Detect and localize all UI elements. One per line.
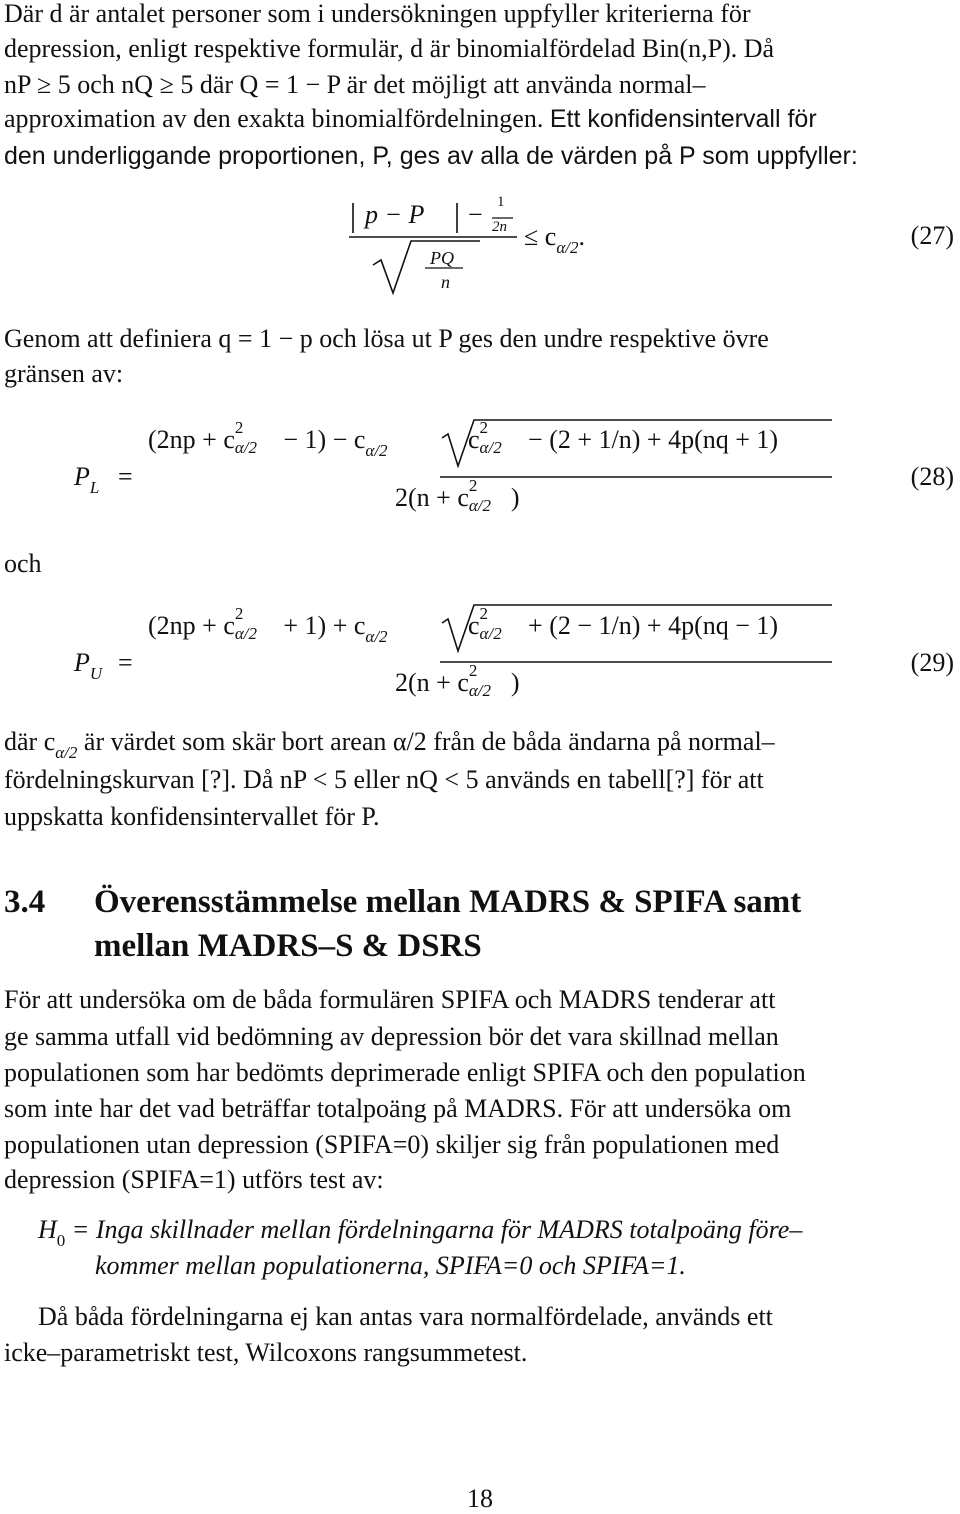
eq27-numerator: p − P	[365, 200, 425, 229]
section-title-line-2: mellan MADRS–S & DSRS	[94, 928, 482, 964]
paragraph-4-line-1: För att undersöka om de båda formulären SPIFA och MADRS tenderar att	[4, 985, 776, 1014]
eq29-sub-2: α/2	[365, 627, 388, 646]
paragraph-1-line-4-serif: approximation av den exakta binomialfördelningen.	[4, 104, 544, 133]
paragraph-1-line-4-sans: Ett konfidensintervall för	[549, 105, 817, 133]
paragraph-2-line-1: Genom att definiera q = 1 − p och lösa ut P ges den undre respektive övre	[4, 324, 769, 353]
para3-line1-start: där c	[4, 727, 56, 756]
eq28-num-c: (2 + 1/n) + 4p(nq + 1)	[549, 425, 779, 454]
eq29-num-c-prefix: +	[521, 611, 550, 640]
paragraph-4-line-4: som inte har det vad beträffar totalpoäng på MADRS. För att undersöka om	[4, 1094, 792, 1123]
paragraph-3-line-2: fördelningskurvan [?]. Då nP < 5 eller nQ < 5 används en tabell[?] för att	[4, 765, 764, 794]
eq28-supsub-2	[479, 418, 522, 457]
equation-28-number: (28)	[910, 462, 954, 491]
paragraph-1-line-5: den underliggande proportionen, P, ges av alla de värden på P som uppfyller:	[4, 142, 858, 170]
eq29-sqrt-content	[468, 604, 779, 643]
eq28-den-a: 2(n + c	[395, 483, 469, 512]
eq28-lhs	[74, 462, 99, 498]
eq29-den-a: 2(n + c	[395, 668, 469, 697]
hypothesis-h-sub: 0	[56, 1231, 66, 1250]
hypothesis-line-1-text: = Inga skillnader mellan fördelningarna för MADRS totalpoäng före–	[65, 1215, 803, 1244]
eq29-supsub-3	[468, 661, 511, 700]
hypothesis-h: H	[38, 1215, 57, 1244]
paragraph-4-line-6: depression (SPIFA=1) utförs test av:	[4, 1165, 384, 1194]
eq27-half-numerator: 1	[497, 194, 505, 210]
sqrt-sign	[373, 241, 480, 293]
eq29-sup-2: 2	[479, 604, 489, 623]
eq28-sup-3: 2	[468, 476, 478, 495]
eq28-sub-3: α/2	[479, 438, 502, 457]
paragraph-3-line-3: uppskatta konfidensintervallet för P.	[4, 802, 380, 831]
eq28-lhs-p: P	[74, 462, 90, 491]
eq28-supsub-1	[234, 418, 277, 457]
para3-line1-rest: är värdet som skär bort arean α/2 från de båda ändarna på normal–	[77, 727, 775, 756]
eq28-sub-1: α/2	[234, 438, 258, 457]
eq27-minus: −	[468, 200, 483, 229]
paragraph-1-line-2: depression, enligt respektive formulär, d är binomialfördelad Bin(n,P). Då	[4, 34, 775, 63]
eq28-denominator	[395, 476, 520, 515]
eq29-sub-1: α/2	[234, 624, 258, 643]
paragraph-5-line-1: Då båda fördelningarna ej kan antas vara normalfördelade, används ett	[38, 1302, 773, 1331]
eq28-num-b-text: − 1) − c	[276, 425, 366, 454]
eq27-sqrt-denominator: n	[441, 272, 450, 292]
section-number: 3.4	[4, 884, 46, 920]
paragraph-4-line-2: ge samma utfall vid bedömning av depression bör det vara skillnad mellan	[4, 1022, 779, 1051]
equation-29-number: (29)	[910, 648, 954, 677]
eq29-sup-3: 2	[468, 661, 478, 680]
hypothesis-line-2: kommer mellan populationerna, SPIFA=0 och SPIFA=1.	[95, 1251, 686, 1280]
och-connector: och	[4, 549, 42, 578]
eq29-lhs-p: P	[74, 648, 90, 677]
eq28-lhs-sub: L	[89, 478, 100, 497]
equation-27-number: (27)	[910, 221, 954, 250]
eq28-sup-2: 2	[479, 418, 489, 437]
eq28-c: c	[468, 425, 480, 454]
eq28-equals: =	[118, 462, 133, 491]
eq29-sup-1: 2	[234, 604, 244, 623]
eq27-half-denominator: 2n	[492, 219, 507, 235]
eq27-sqrt-numerator: PQ	[430, 248, 454, 268]
eq27-rhs-sub: α/2	[556, 238, 579, 257]
eq29-num-c: (2 − 1/n) + 4p(nq − 1)	[549, 611, 779, 640]
eq29-c: c	[468, 611, 480, 640]
eq29-lhs	[74, 648, 102, 684]
eq27-rhs-dot: .	[578, 222, 585, 251]
eq28-sub-4: α/2	[468, 496, 492, 515]
eq29-supsub-2	[479, 604, 522, 643]
eq29-equals: =	[118, 648, 133, 677]
eq27-rhs-c: ≤ c	[524, 222, 557, 251]
section-title-line-1: Överensstämmelse mellan MADRS & SPIFA samt	[94, 884, 802, 920]
paragraph-2-line-2: gränsen av:	[4, 359, 124, 388]
para3-line1-sub: α/2	[55, 743, 78, 762]
paragraph-1-line-1: Där d är antalet personer som i undersökningen uppfyller kriterierna för	[4, 0, 751, 28]
eq29-sub-4: α/2	[468, 681, 492, 700]
page-number: 18	[467, 1484, 493, 1513]
eq29-supsub-1	[234, 604, 277, 643]
paragraph-5-line-2: icke–parametriskt test, Wilcoxons rangsummetest.	[4, 1338, 528, 1367]
eq28-sup-1: 2	[234, 418, 244, 437]
paragraph-1-line-4	[4, 101, 954, 137]
eq28-den-b: )	[510, 483, 520, 512]
eq28-sub-2: α/2	[365, 441, 388, 460]
paragraph-4-line-5: populationen utan depression (SPIFA=0) skiljer sig från populationen med	[4, 1130, 780, 1159]
eq29-num-b-text: + 1) + c	[276, 611, 366, 640]
eq29-sub-3: α/2	[479, 624, 502, 643]
eq28-num-c-prefix: −	[521, 425, 550, 454]
paragraph-4-line-3: populationen som har bedömts deprimerade enligt SPIFA och den population	[4, 1058, 806, 1087]
eq28-sqrt-content	[468, 418, 779, 457]
eq28-num-a-text: (2np + c	[148, 425, 235, 454]
eq28-numerator-a	[148, 418, 388, 461]
paragraph-1-line-3: nP ≥ 5 och nQ ≥ 5 där Q = 1 − P är det möjligt att använda normal–	[4, 70, 706, 99]
eq29-numerator-a	[148, 604, 388, 647]
eq28-supsub-3	[468, 476, 511, 515]
eq29-den-b: )	[510, 668, 520, 697]
eq29-num-a-text: (2np + c	[148, 611, 235, 640]
section-heading	[4, 880, 954, 970]
eq29-denominator	[395, 661, 520, 700]
eq27-rhs	[524, 222, 585, 258]
eq29-lhs-sub: U	[89, 664, 103, 683]
